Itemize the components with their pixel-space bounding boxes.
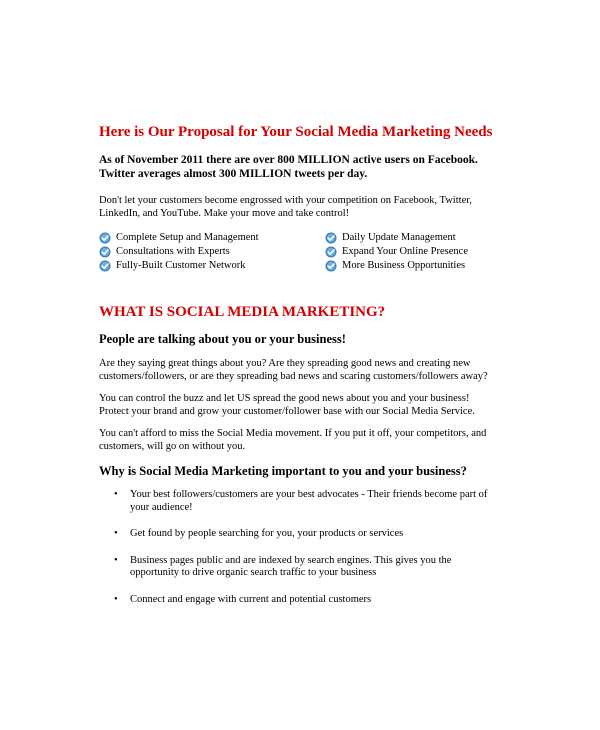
feature-item xyxy=(99,245,325,258)
checkmark-circle-icon xyxy=(99,260,111,272)
body-paragraph: Are they saying great things about you? Are they spreading good news and creating new customers/followers, or are they spreading bad news and scaring customers/followers away? xyxy=(99,358,488,382)
benefits-list xyxy=(99,489,499,606)
checkmark-circle-icon xyxy=(325,260,337,272)
body-paragraph: You can control the buzz and let US spread the good news about you and your business! Protect your brand and grow your customer/follower base with our Social Media Service. xyxy=(99,393,475,417)
stat-facebook: As of November 2011 there are over 800 MILLION active users on Facebook. xyxy=(99,154,478,166)
list-item xyxy=(99,555,499,580)
feature-item xyxy=(99,231,325,244)
checkmark-circle-icon xyxy=(99,232,111,244)
list-item-text: Business pages public and are indexed by search engines. This gives you the opportunity to drive organic search traffic to your business xyxy=(130,554,452,578)
feature-item xyxy=(325,245,495,258)
intro-paragraph: Don't let your customers become engrossed with your competition on Facebook, Twitter, LinkedIn, and YouTube. Make your move and take control! xyxy=(99,195,472,219)
stat-twitter: Twitter averages almost 300 MILLION tweets per day. xyxy=(99,168,368,180)
checkmark-circle-icon xyxy=(325,246,337,258)
stats-block xyxy=(99,153,499,181)
list-item-text: Your best followers/customers are your best advocates - Their friends become part of your audience! xyxy=(130,489,488,513)
feature-item xyxy=(99,259,325,272)
bullet-icon: • xyxy=(114,489,118,500)
body-paragraph: You can't afford to miss the Social Media movement. If you put it off, your competitors, and customers, will go on without you. xyxy=(99,428,487,452)
feature-label: Fully-Built Customer Network xyxy=(116,260,246,271)
bullet-icon: • xyxy=(114,528,118,539)
feature-label: Expand Your Online Presence xyxy=(342,246,468,257)
list-item-text: Connect and engage with current and potential customers xyxy=(130,593,372,605)
feature-label: More Business Opportunities xyxy=(342,260,466,271)
section-title: WHAT IS SOCIAL MEDIA MARKETING? xyxy=(99,304,386,320)
document-title: Here is Our Proposal for Your Social Media Marketing Needs xyxy=(99,124,493,140)
feature-label: Complete Setup and Management xyxy=(116,232,259,243)
document-content xyxy=(99,122,499,620)
checkmark-circle-icon xyxy=(325,232,337,244)
bullet-icon: • xyxy=(114,554,118,566)
list-item xyxy=(99,528,499,541)
subheading: People are talking about you or your business! xyxy=(99,332,346,346)
bullet-icon: • xyxy=(114,593,118,605)
list-item xyxy=(99,489,499,514)
feature-item xyxy=(325,259,495,272)
list-item-text: Get found by people searching for you, your products or services xyxy=(130,528,404,539)
list-item xyxy=(99,594,499,607)
feature-label: Consultations with Experts xyxy=(116,246,230,257)
feature-item xyxy=(325,231,495,244)
subheading-why: Why is Social Media Marketing important to you and your business? xyxy=(99,464,467,478)
feature-checklist xyxy=(99,231,499,272)
checkmark-circle-icon xyxy=(99,246,111,258)
feature-label: Daily Update Management xyxy=(342,232,456,243)
